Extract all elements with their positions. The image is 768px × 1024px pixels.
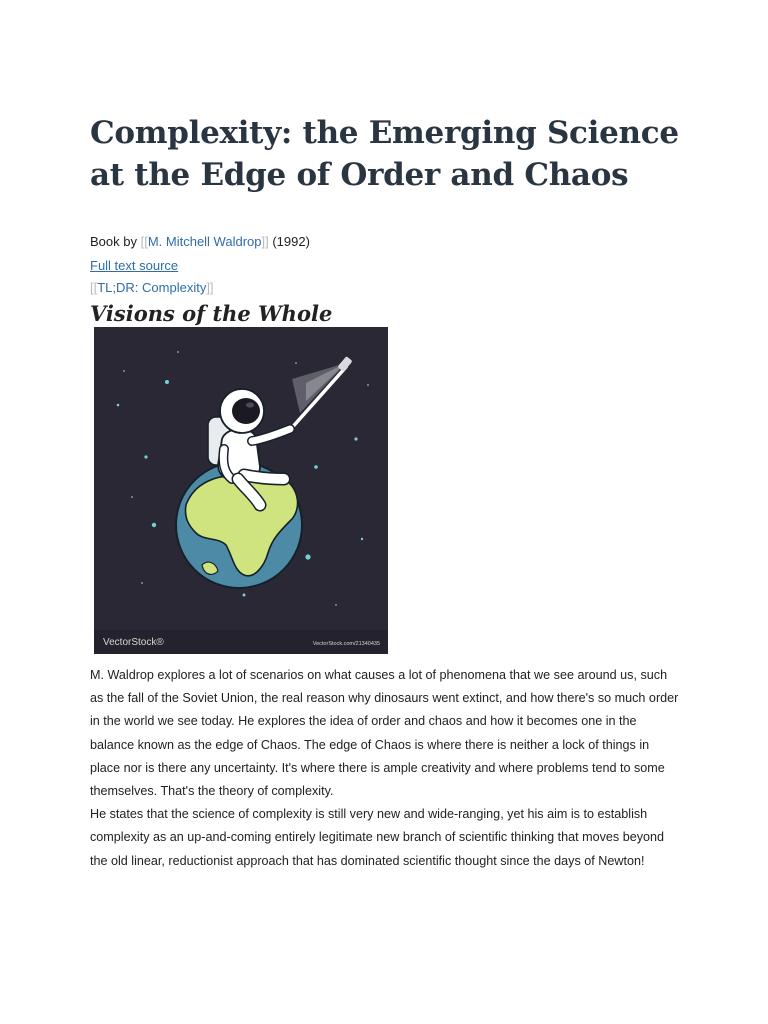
- watermark-brand: VectorStock®: [103, 637, 164, 648]
- link-bracket-close: ]]: [261, 234, 269, 249]
- byline-prefix: Book by: [90, 234, 141, 249]
- publication-year: (1992): [268, 234, 310, 249]
- astronaut-illustration: [94, 327, 388, 654]
- link-bracket-open: [[: [140, 234, 148, 249]
- author-link[interactable]: M. Mitchell Waldrop: [147, 234, 262, 249]
- article-body: [90, 664, 680, 873]
- watermark-url: VectorStock.com/21340435: [312, 641, 380, 647]
- page-title: Complexity: the Emerging Science at the Edge of Order and Chaos: [90, 115, 679, 193]
- full-text-source-link[interactable]: Full text source: [90, 258, 179, 273]
- section-heading: Visions of the Whole: [90, 301, 333, 326]
- document-page: [90, 112, 680, 868]
- paragraph: He states that the science of complexity is still very new and wide-ranging, yet his aim is to establish complexity as an up-and-coming entirely legitimate new branch of scientific thinking that moves beyond the old linear, reductionist approach that has dominated scientific thought since the days of Newton!: [90, 807, 665, 868]
- link-bracket-open: [[: [90, 280, 98, 295]
- source-line: [90, 254, 680, 277]
- tldr-link[interactable]: TL;DR: Complexity: [97, 280, 207, 295]
- tldr-line: [90, 277, 680, 299]
- byline: [90, 230, 680, 254]
- watermark-bar: [94, 630, 388, 654]
- astronaut-on-earth-image: [94, 327, 388, 654]
- link-bracket-close: ]]: [206, 280, 214, 295]
- paragraph: M. Waldrop explores a lot of scenarios on what causes a lot of phenomena that we see around us, such as the fall of the Soviet Union, the real reason why dinosaurs went extinct, and how there's so much order in the world we see today. He explores the idea of order and chaos and how it becomes one in the balance known as the edge of Chaos. The edge of Chaos is where there is neither a lock of things in place nor is there any uncertainty. It's where there is ample creativity and where problems tend to some themselves. That's the theory of complexity.: [90, 668, 679, 799]
